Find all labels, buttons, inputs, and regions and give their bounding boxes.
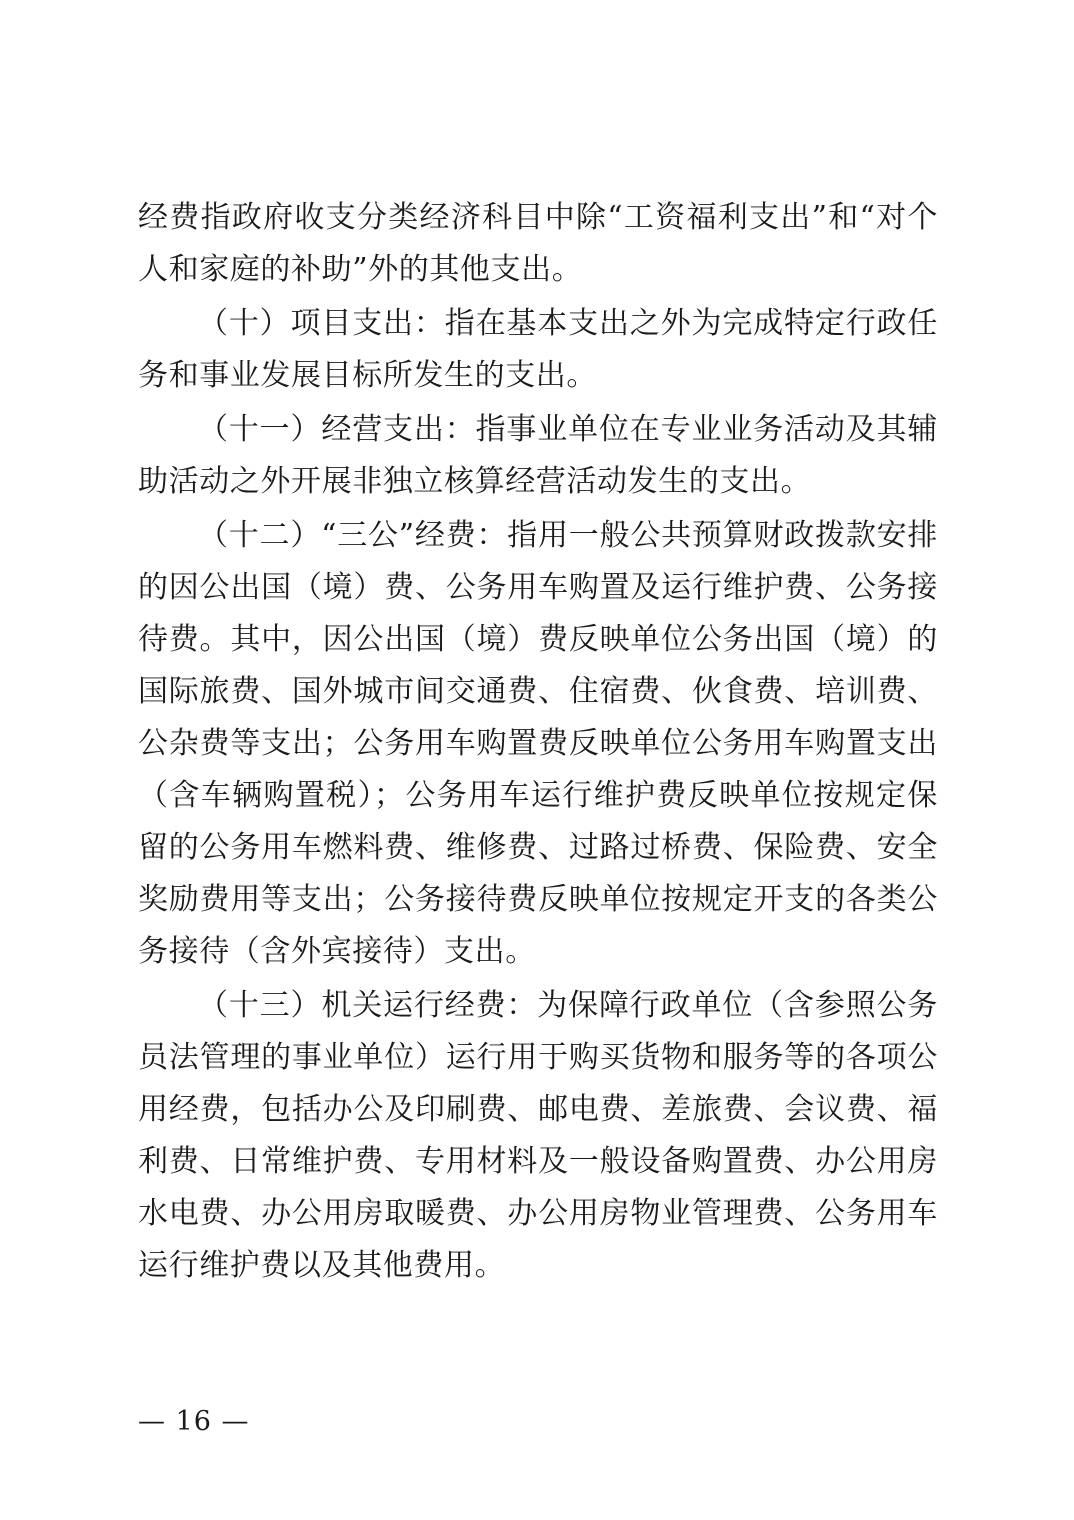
paragraph-item-12: （十二）“三公”经费：指用一般公共预算财政拨款安排的因公出国（境）费、公务用车购置及运行维护费、公务接待费。其中，因公出国（境）费反映单位公务出国（境）的国际旅费、国外城市间交通费、住宿费、伙食费、培训费、公杂费等支出；公务用车购置费反映单位公务用车购置支出（含车辆购置税）；公务用车运行维护费反映单位按规定保留的公务用车燃料费、维修费、过路过桥费、保险费、安全奖励费用等支出；公务接待费反映单位按规定开支的各类公务接待（含外宾接待）支出。 xyxy=(138,518,938,969)
page-body xyxy=(138,192,938,1294)
page-number: — 16 — xyxy=(138,1406,250,1437)
paragraph-item-10: （十）项目支出：指在基本支出之外为完成特定行政任务和事业发展目标所发生的支出。 xyxy=(138,306,938,393)
paragraph-continued: 经费指政府收支分类经济科目中除“工资福利支出”和“对个人和家庭的补助”外的其他支出。 xyxy=(138,200,938,287)
paragraph-item-11: （十一）经营支出：指事业单位在专业业务活动及其辅助活动之外开展非独立核算经营活动发生的支出。 xyxy=(138,412,938,499)
paragraph-item-13: （十三）机关运行经费：为保障行政单位（含参照公务员法管理的事业单位）运行用于购买货物和服务等的各项公用经费，包括办公及印刷费、邮电费、差旅费、会议费、福利费、日常维护费、专用材料及一般设备购置费、办公用房水电费、办公用房取暖费、办公用房物业管理费、公务用车运行维护费以及其他费用。 xyxy=(138,988,938,1283)
